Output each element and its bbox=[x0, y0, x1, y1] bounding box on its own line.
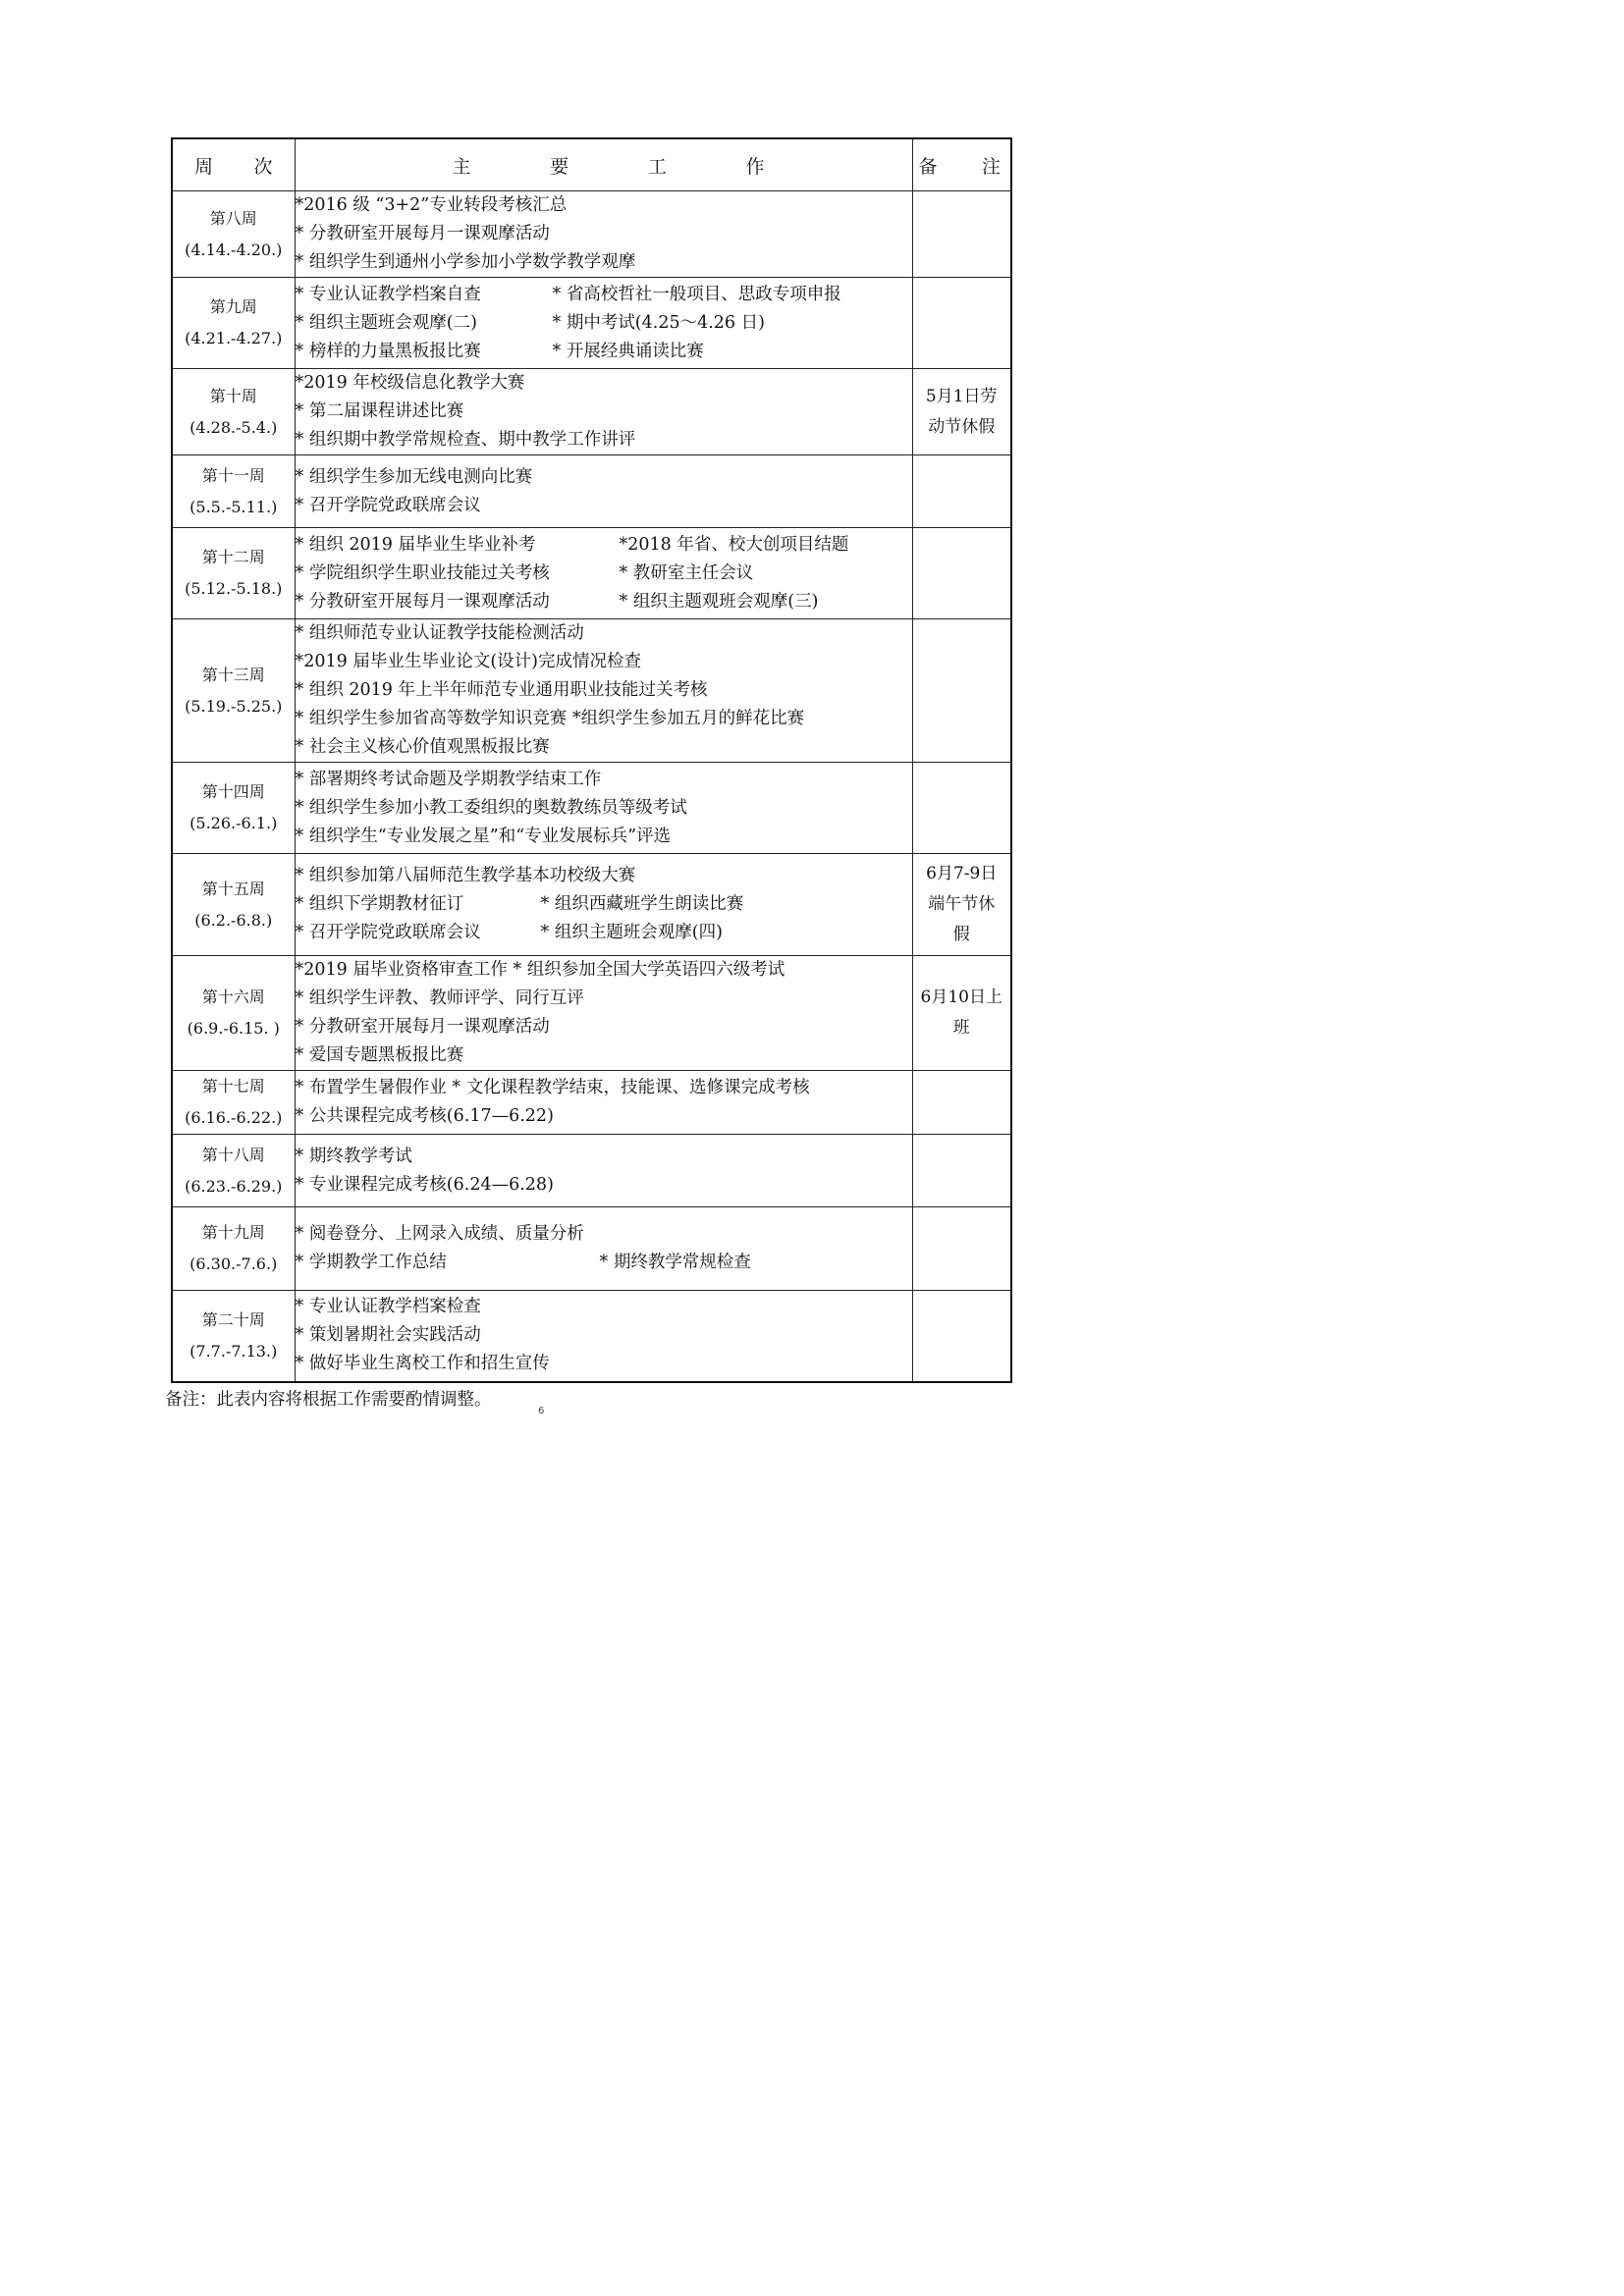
work-item-line bbox=[296, 1293, 912, 1321]
remark-text: 5月1日劳 bbox=[925, 386, 998, 406]
remark-cell bbox=[912, 528, 1011, 619]
table-body bbox=[172, 191, 1011, 1382]
header-remarks: 备 注 bbox=[912, 138, 1011, 191]
work-item: *2016 级 “3+2”专业转段考核汇总 bbox=[295, 195, 568, 215]
work-cell bbox=[295, 763, 912, 854]
work-item-line bbox=[296, 338, 912, 366]
week-cell bbox=[172, 1071, 295, 1135]
week-label: 第十一周 bbox=[201, 465, 265, 485]
work-cell bbox=[295, 1291, 912, 1382]
remark-text: 端午节休 bbox=[928, 894, 996, 914]
work-item-line bbox=[296, 794, 912, 823]
work-cell bbox=[295, 1135, 912, 1207]
work-item-line bbox=[296, 492, 912, 520]
remark-text: 动节休假 bbox=[928, 416, 996, 437]
week-label: 第十周 bbox=[209, 386, 257, 405]
remark-cell bbox=[912, 369, 1011, 455]
work-item: * 组织学生到通州小学参加小学数学教学观摩 bbox=[295, 252, 636, 272]
remark-text: 6月10日上 bbox=[920, 988, 1002, 1007]
week-cell bbox=[172, 854, 295, 956]
schedule-table bbox=[171, 137, 1012, 1383]
week-label: 第十二周 bbox=[201, 548, 265, 566]
week-label: 第十九周 bbox=[201, 1223, 265, 1242]
week-cell bbox=[172, 763, 295, 854]
table-row bbox=[172, 1135, 1011, 1207]
work-item: * 布置学生暑假作业 * 文化课程教学结束，技能课、选修课完成考核 bbox=[295, 1078, 810, 1097]
work-item: * 召开学院党政联席会议 bbox=[295, 923, 481, 942]
work-item-line bbox=[296, 985, 912, 1013]
week-cell bbox=[172, 528, 295, 619]
work-item-line bbox=[296, 220, 912, 248]
work-item: * 组织 2019 年上半年师范专业通用职业技能过关考核 bbox=[295, 680, 708, 700]
work-item: * 组织 2019 届毕业生毕业补考 bbox=[295, 534, 536, 555]
work-item-line bbox=[296, 676, 912, 705]
work-item-line bbox=[296, 648, 912, 676]
work-item-secondary: * 组织西藏班学生朗读比赛 bbox=[540, 894, 744, 914]
table-header-row bbox=[172, 138, 1011, 191]
work-item-line bbox=[296, 1249, 912, 1277]
week-label: 第十七周 bbox=[201, 1077, 265, 1095]
work-item-secondary: * 省高校哲社一般项目、思政专项申报 bbox=[552, 284, 841, 304]
header-week: 周 次 bbox=[172, 138, 295, 191]
remark-cell bbox=[912, 455, 1011, 528]
work-item-line bbox=[296, 1350, 912, 1378]
remark-cell bbox=[912, 278, 1011, 369]
remark-cell bbox=[912, 619, 1011, 763]
header-main-work: 主 要 工 作 bbox=[295, 138, 912, 191]
work-cell bbox=[295, 191, 912, 278]
document-page bbox=[0, 0, 1082, 1530]
work-item-line bbox=[296, 919, 912, 947]
week-cell bbox=[172, 1207, 295, 1291]
work-item-secondary: * 期终教学常规检查 bbox=[599, 1253, 751, 1272]
week-label: 第二十周 bbox=[201, 1309, 265, 1329]
table-row bbox=[172, 278, 1011, 369]
footnote: 备注：此表内容将根据工作需要酌情调整。 bbox=[165, 1390, 492, 1410]
remark-cell bbox=[912, 1135, 1011, 1207]
page-number: 6 bbox=[538, 1406, 545, 1416]
work-item-line bbox=[296, 426, 912, 454]
week-dates: (4.28.-5.4.) bbox=[189, 417, 278, 437]
week-dates: (5.19.-5.25.) bbox=[185, 696, 283, 716]
week-label: 第十五周 bbox=[201, 879, 265, 898]
work-item: * 组织师范专业认证教学技能检测活动 bbox=[295, 623, 584, 643]
remark-cell bbox=[912, 1207, 1011, 1291]
table-row bbox=[172, 1291, 1011, 1382]
work-cell bbox=[295, 956, 912, 1071]
remark-cell bbox=[912, 854, 1011, 956]
work-item: * 爱国专题黑板报比赛 bbox=[295, 1045, 464, 1065]
work-cell bbox=[295, 1071, 912, 1135]
week-cell bbox=[172, 369, 295, 455]
table-row bbox=[172, 619, 1011, 763]
work-item: * 做好毕业生离校工作和招生宣传 bbox=[295, 1354, 550, 1374]
work-item: * 榜样的力量黑板报比赛 bbox=[295, 341, 481, 361]
week-cell bbox=[172, 956, 295, 1071]
work-item: * 分教研室开展每月一课观摩活动 bbox=[295, 224, 550, 243]
work-item: *2019 届毕业资格审查工作 * 组织参加全国大学英语四六级考试 bbox=[295, 960, 785, 980]
remark-cell bbox=[912, 763, 1011, 854]
work-item-line bbox=[296, 248, 912, 277]
work-item: *2019 年校级信息化教学大赛 bbox=[295, 373, 525, 393]
work-item-secondary: * 组织主题观班会观摩(三) bbox=[619, 591, 819, 612]
work-item-line bbox=[296, 956, 912, 985]
work-item: * 分教研室开展每月一课观摩活动 bbox=[295, 591, 550, 612]
work-item: * 组织学生评教、教师评学、同行互评 bbox=[295, 988, 584, 1008]
week-cell bbox=[172, 619, 295, 763]
work-item-line bbox=[296, 1321, 912, 1350]
week-dates: (5.5.-5.11.) bbox=[189, 497, 278, 516]
work-cell bbox=[295, 619, 912, 763]
work-cell bbox=[295, 528, 912, 619]
table-row bbox=[172, 191, 1011, 278]
week-dates: (6.23.-6.29.) bbox=[185, 1176, 283, 1196]
work-item-line bbox=[296, 862, 912, 890]
work-item: * 组织参加第八届师范生教学基本功校级大赛 bbox=[295, 866, 636, 885]
remark-text: 假 bbox=[952, 925, 970, 944]
table-row bbox=[172, 956, 1011, 1071]
work-item-line bbox=[296, 191, 912, 220]
table-row bbox=[172, 1071, 1011, 1135]
work-item: * 专业认证教学档案自查 bbox=[295, 284, 481, 304]
table-row bbox=[172, 369, 1011, 455]
week-dates: (6.30.-7.6.) bbox=[189, 1255, 278, 1273]
work-item-line bbox=[296, 398, 912, 426]
work-item: * 组织学生“专业发展之星”和“专业发展标兵”评选 bbox=[295, 826, 672, 846]
work-item-line bbox=[296, 733, 912, 762]
week-dates: (6.9.-6.15. ) bbox=[187, 1019, 280, 1038]
week-label: 第十八周 bbox=[201, 1145, 265, 1164]
remark-cell bbox=[912, 1291, 1011, 1382]
work-item-line bbox=[296, 531, 912, 560]
work-item: * 组织期中教学常规检查、期中教学工作讲评 bbox=[295, 430, 636, 450]
work-item: * 组织学生参加省高等数学知识竞赛 *组织学生参加五月的鲜花比赛 bbox=[295, 709, 805, 728]
table-row bbox=[172, 455, 1011, 528]
week-label: 第十四周 bbox=[201, 782, 265, 801]
remark-cell bbox=[912, 1071, 1011, 1135]
week-cell bbox=[172, 455, 295, 528]
remark-text: 班 bbox=[952, 1018, 970, 1038]
work-item-line bbox=[296, 281, 912, 309]
work-item: * 组织学生参加无线电测向比赛 bbox=[295, 466, 533, 487]
week-label: 第十三周 bbox=[201, 665, 265, 684]
work-item: * 期终教学考试 bbox=[295, 1146, 412, 1166]
table-row bbox=[172, 1207, 1011, 1291]
week-cell bbox=[172, 1291, 295, 1382]
work-item-secondary: * 开展经典诵读比赛 bbox=[552, 341, 704, 361]
work-item: * 公共课程完成考核(6.17—6.22) bbox=[295, 1106, 554, 1126]
remark-cell bbox=[912, 956, 1011, 1071]
work-item-secondary: * 期中考试(4.25～4.26 日) bbox=[552, 312, 765, 333]
table-row bbox=[172, 763, 1011, 854]
work-item: * 召开学院党政联席会议 bbox=[295, 495, 481, 515]
work-item-line bbox=[296, 1013, 912, 1041]
week-dates: (5.26.-6.1.) bbox=[189, 814, 278, 832]
work-item-line bbox=[296, 1102, 912, 1131]
work-item-line bbox=[296, 1143, 912, 1171]
work-item: * 社会主义核心价值观黑板报比赛 bbox=[295, 737, 550, 757]
week-cell bbox=[172, 278, 295, 369]
work-item: * 阅卷登分、上网录入成绩、质量分析 bbox=[295, 1224, 584, 1244]
work-item-line bbox=[296, 560, 912, 588]
week-cell bbox=[172, 1135, 295, 1207]
table-row bbox=[172, 528, 1011, 619]
work-item: * 学期教学工作总结 bbox=[295, 1253, 447, 1272]
work-item-line bbox=[296, 823, 912, 851]
work-item: * 专业课程完成考核(6.24—6.28) bbox=[295, 1174, 554, 1195]
work-item: *2019 届毕业生毕业论文(设计)完成情况检查 bbox=[295, 652, 642, 671]
work-item-line bbox=[296, 1171, 912, 1200]
remark-cell bbox=[912, 191, 1011, 278]
work-cell bbox=[295, 278, 912, 369]
week-dates: (4.21.-4.27.) bbox=[185, 329, 283, 347]
week-dates: (6.16.-6.22.) bbox=[185, 1108, 283, 1127]
work-item-line bbox=[296, 463, 912, 492]
week-label: 第九周 bbox=[209, 297, 257, 316]
work-item-line bbox=[296, 369, 912, 398]
work-item: * 部署期终考试命题及学期教学结束工作 bbox=[295, 769, 602, 789]
work-item: * 策划暑期社会实践活动 bbox=[295, 1325, 481, 1346]
week-dates: (5.12.-5.18.) bbox=[185, 579, 283, 598]
work-item-secondary: * 教研室主任会议 bbox=[619, 562, 754, 583]
work-item-line bbox=[296, 766, 912, 794]
work-item: * 组织学生参加小教工委组织的奥数教练员等级考试 bbox=[295, 797, 687, 818]
work-item-line bbox=[296, 1220, 912, 1249]
week-cell bbox=[172, 191, 295, 278]
work-item-line bbox=[296, 309, 912, 338]
work-item-secondary: * 组织主题班会观摩(四) bbox=[540, 923, 723, 942]
work-cell bbox=[295, 455, 912, 528]
work-cell bbox=[295, 1207, 912, 1291]
work-item-line bbox=[296, 588, 912, 616]
work-item-secondary: *2018 年省、校大创项目结题 bbox=[619, 534, 849, 555]
work-item-line bbox=[296, 1074, 912, 1102]
work-item-line bbox=[296, 619, 912, 648]
week-dates: (6.2.-6.8.) bbox=[194, 910, 273, 930]
work-item: * 组织主题班会观摩(二) bbox=[295, 312, 477, 333]
week-label: 第八周 bbox=[209, 208, 257, 228]
work-item: * 学院组织学生职业技能过关考核 bbox=[295, 562, 550, 583]
work-item: * 组织下学期教材征订 bbox=[295, 894, 464, 914]
work-cell bbox=[295, 854, 912, 956]
table-row bbox=[172, 854, 1011, 956]
work-item: * 分教研室开展每月一课观摩活动 bbox=[295, 1017, 550, 1037]
work-item-line bbox=[296, 890, 912, 919]
work-cell bbox=[295, 369, 912, 455]
work-item: * 专业认证教学档案检查 bbox=[295, 1297, 481, 1317]
remark-text: 6月7-9日 bbox=[926, 864, 998, 883]
week-label: 第十六周 bbox=[201, 988, 265, 1006]
week-dates: (7.7.-7.13.) bbox=[189, 1341, 278, 1361]
week-dates: (4.14.-4.20.) bbox=[185, 240, 283, 259]
work-item: * 第二届课程讲述比赛 bbox=[295, 401, 464, 421]
work-item-line bbox=[296, 705, 912, 733]
work-item-line bbox=[296, 1041, 912, 1070]
